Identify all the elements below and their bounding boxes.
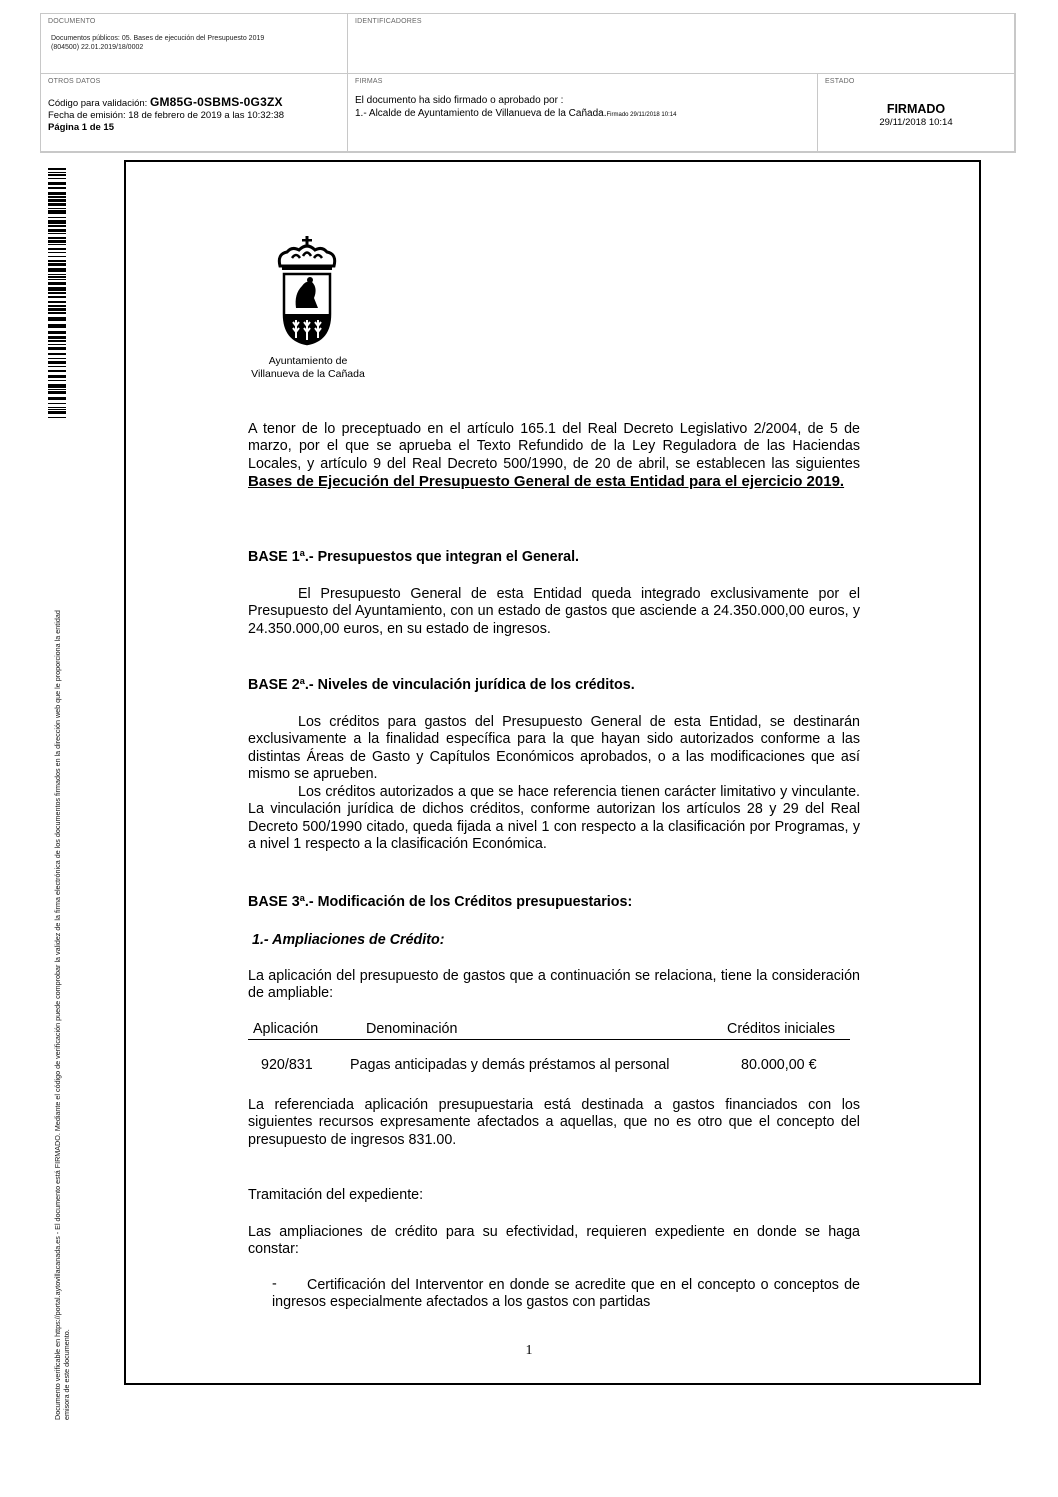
intro-paragraph <box>248 421 860 492</box>
estado-label: ESTADO <box>825 78 855 85</box>
codigo-value: GM85G-0SBMS-0G3ZX <box>149 95 283 109</box>
table-header-creditos: Créditos iniciales <box>727 1021 836 1037</box>
tramitacion-text: Las ampliaciones de crédito para su efectividad, requieren expediente en donde se haga constar: <box>248 1224 860 1258</box>
base1-text: El Presupuesto General de esta Entidad queda integrado exclusivamente por el Presupuesto del Ayuntamiento, con un estado de gastos que asciende a 24.350.000,00 euros, y 24.350.000,00 euros, en su estado de ingresos. <box>248 586 860 637</box>
verification-line2: emisora de este documento. <box>62 1329 71 1420</box>
intro-highlight: Bases de Ejecución del Presupuesto General de esta Entidad para el ejercicio 2019. <box>248 473 845 491</box>
table-cell-aplicacion: 920/831 <box>261 1057 313 1073</box>
seal-caption-line2: Villanueva de la Cañada <box>251 368 365 380</box>
estado-cell <box>818 74 1015 152</box>
ampliaciones-text: La aplicación del presupuesto de gastos que a continuación se relaciona, tiene la consideración de ampliable: <box>248 968 860 1002</box>
seal-caption <box>238 355 378 381</box>
signature-header <box>40 13 1016 153</box>
page-number: 1 <box>525 1343 533 1358</box>
table-header-rule <box>248 1039 850 1040</box>
otros-datos-text <box>48 96 284 134</box>
base2-text2: Los créditos autorizados a que se hace referencia tienen carácter limitativo y vinculante. La vinculación jurídica de dichos créditos, conforme autorizan los artículos 28 y 29 del Real Decreto 500/1990 citado, queda fijada a nivel 1 con respecto a la clasificación por Programas, y a nivel 1 respecto a la clasificación Económica. <box>248 784 860 853</box>
identificadores-label: IDENTIFICADORES <box>355 18 422 25</box>
bullet-dash: - <box>272 1276 277 1292</box>
seal-caption-line1: Ayuntamiento de <box>268 355 348 367</box>
firmas-line2: 1.- Alcalde de Ayuntamiento de Villanueva de la Cañada. <box>355 108 607 119</box>
table-cell-denominacion: Pagas anticipadas y demás préstamos al personal <box>350 1057 670 1073</box>
table-cell-creditos: 80.000,00 € <box>741 1057 817 1073</box>
coat-of-arms-logo <box>272 236 342 346</box>
base3-heading: BASE 3ª.- Modificación de los Créditos presupuestarios: <box>248 894 633 910</box>
base2-text1: Los créditos para gastos del Presupuesto General de esta Entidad, se destinarán exclusivamente a la finalidad específica para la que hayan sido autorizados conforme a las distintas Áreas de Gasto y Capítulos Económicos aprobados, o a las modificaciones que así mismo se aprueben. <box>248 714 860 783</box>
codigo-label: Código para validación: <box>48 98 148 109</box>
intro-text: A tenor de lo preceptuado en el artículo 165.1 del Real Decreto Legislativo 2/2004, de 5 de marzo, por el que se aprueba el Texto Refundido de la Ley Reguladora de las Haciendas Locales, y artículo 9 del Real Decreto 500/1990, de 20 de abril, se establecen las siguientes <box>248 421 860 472</box>
verification-side-text <box>53 420 71 1420</box>
firmas-line1: El documento ha sido firmado o aprobado por : <box>355 95 564 106</box>
otros-datos-label: OTROS DATOS <box>48 78 101 85</box>
base1-heading: BASE 1ª.- Presupuestos que integran el General. <box>248 549 580 565</box>
firmas-line2-small: Firmado 29/11/2018 10:14 <box>606 112 677 118</box>
barcode-image <box>48 168 66 418</box>
table-header-denominacion: Denominación <box>366 1021 458 1037</box>
documento-cell <box>41 14 348 74</box>
verification-line1: Documento verificable en https://portal.aytovillacanada.es - El documento está FIRMADO. Mediante el código de verificación puede comprobar la validez de la firma electrónica de los documentos firmados en la dirección web que le proporciona la entidad <box>53 610 62 1420</box>
ampliaciones-heading: 1.- Ampliaciones de Crédito: <box>252 932 445 948</box>
firmas-text <box>355 94 676 122</box>
firmas-label: FIRMAS <box>355 78 383 85</box>
base2-heading: BASE 2ª.- Niveles de vinculación jurídica de los créditos. <box>248 677 635 693</box>
bullet-text: Certificación del Interventor en donde se acredite que en el concepto o conceptos de ingresos especialmente afectados a los gastos con partidas <box>272 1277 860 1311</box>
referenciada-text: La referenciada aplicación presupuestaria está destinada a gastos financiados con los siguientes recursos expresamente afectados a aquellas, que no es otro que el concepto del presupuesto de ingresos 831.00. <box>248 1097 860 1148</box>
table-header-aplicacion: Aplicación <box>253 1021 319 1037</box>
pagina-info: Página 1 de 15 <box>48 122 115 133</box>
documento-label: DOCUMENTO <box>48 18 96 25</box>
fecha-emision: Fecha de emisión: 18 de febrero de 2019 a las 10:32:38 <box>48 110 285 121</box>
estado-value: FIRMADO <box>886 102 946 116</box>
otros-datos-cell <box>41 74 348 152</box>
firmas-cell <box>348 74 818 152</box>
tramitacion-heading: Tramitación del expediente: <box>248 1187 424 1203</box>
estado-date: 29/11/2018 10:14 <box>879 117 953 128</box>
identificadores-cell <box>348 14 1015 74</box>
documento-text: Documentos públicos: 05. Bases de ejecución del Presupuesto 2019 (804500) 22.01.2019/18/0002 <box>51 35 265 51</box>
